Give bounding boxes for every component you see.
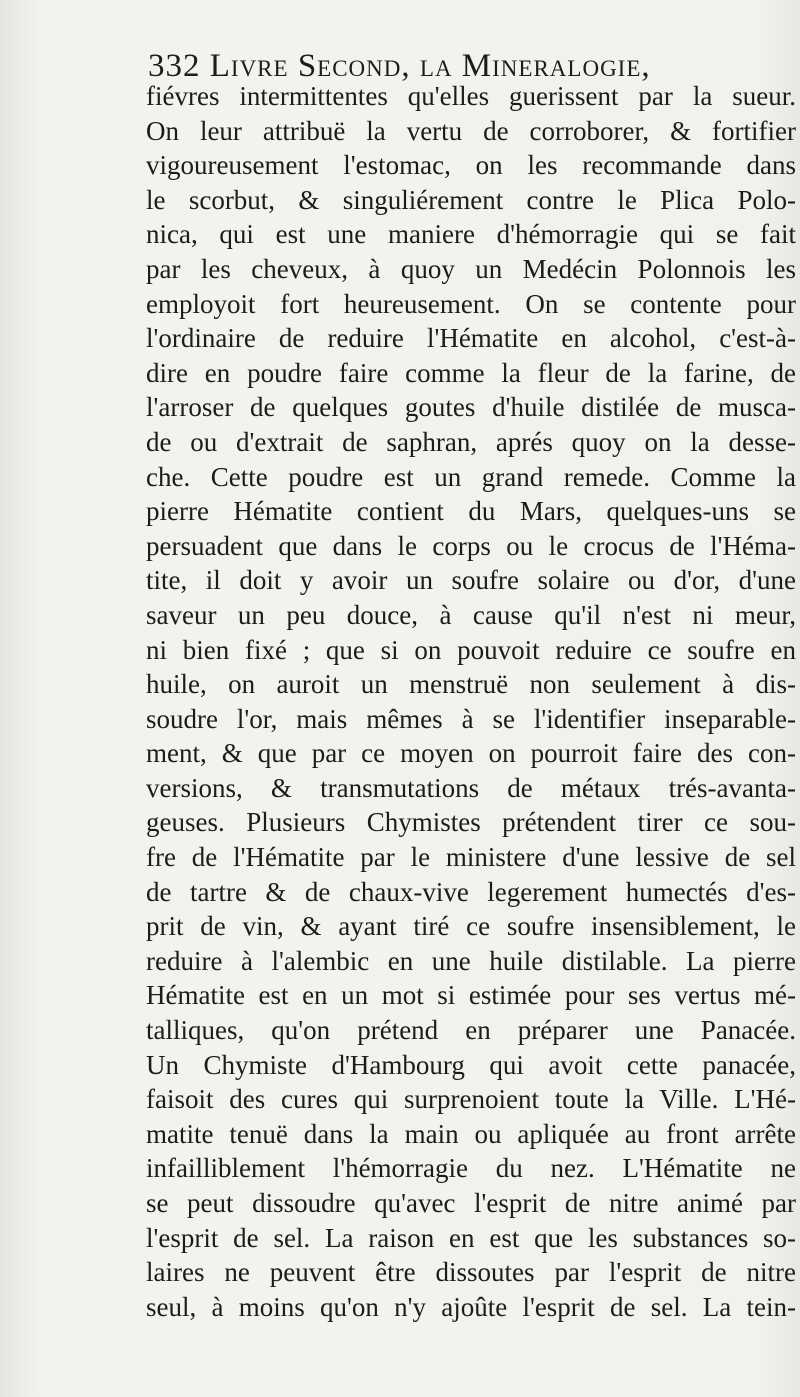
text-line: persuadent que dans le corps ou le crocus de l'Héma-: [146, 530, 796, 561]
text-line: dire en poudre faire comme la fleur de la farine, de: [146, 357, 796, 388]
text-line: l'arroser de quelques goutes d'huile distilée de musca-: [146, 392, 796, 423]
text-line: de tartre & de chaux-vive legerement humectés d'es-: [146, 876, 796, 907]
text-line: l'esprit de sel. La raison en est que les substances so-: [146, 1222, 796, 1253]
body-text: [146, 79, 796, 1324]
text-line: versions, & transmutations de métaux trés-avanta-: [146, 772, 796, 803]
text-line: l'ordinaire de reduire l'Hématite en alcohol, c'est-à-: [146, 323, 796, 354]
text-line: huile, on auroit un menstruë non seulement à dis-: [146, 669, 796, 700]
text-line: Hématite est en un mot si estimée pour ses vertus mé-: [146, 980, 796, 1011]
text-line: geuses. Plusieurs Chymistes prétendent tirer ce sou-: [146, 807, 796, 838]
text-line: soudre l'or, mais mêmes à se l'identifier inseparable-: [146, 703, 796, 734]
text-line: laires ne peuvent être dissoutes par l'esprit de nitre: [146, 1257, 796, 1288]
text-line: On leur attribuë la vertu de corroborer, & fortifier: [146, 115, 796, 146]
text-line: prit de vin, & ayant tiré ce soufre insensiblement, le: [146, 911, 796, 942]
text-line: pierre Hématite contient du Mars, quelques-uns se: [146, 496, 796, 527]
text-line: infailliblement l'hémorragie du nez. L'Hématite ne: [146, 1153, 796, 1184]
text-line: talliques, qu'on prétend en préparer une Panacée.: [146, 1015, 796, 1046]
text-line: tite, il doit y avoir un soufre solaire ou d'or, d'une: [146, 565, 796, 596]
text-line: fre de l'Hématite par le ministere d'une lessive de sel: [146, 842, 796, 873]
text-line: seul, à moins qu'on n'y ajoûte l'esprit de sel. La tein-: [146, 1291, 796, 1322]
running-head: 332 Livre Second, la Mineralogie,: [148, 48, 651, 84]
text-line: ni bien fixé ; que si on pouvoit reduire ce soufre en: [146, 634, 796, 665]
text-line: vigoureusement l'estomac, on les recommande dans: [146, 150, 796, 181]
text-line: par les cheveux, à quoy un Medécin Polonnois les: [146, 253, 796, 284]
text-line: ment, & que par ce moyen on pourroit faire des con-: [146, 738, 796, 769]
text-line: faisoit des cures qui surprenoient toute la Ville. L'Hé-: [146, 1084, 796, 1115]
text-line: matite tenuë dans la main ou apliquée au front arrête: [146, 1118, 796, 1149]
text-line: reduire à l'alembic en une huile distilable. La pierre: [146, 945, 796, 976]
text-line: Un Chymiste d'Hambourg qui avoit cette panacée,: [146, 1049, 796, 1080]
text-line: che. Cette poudre est un grand remede. Comme la: [146, 461, 796, 492]
text-line: nica, qui est une maniere d'hémorragie qui se fait: [146, 219, 796, 250]
text-line: saveur un peu douce, à cause qu'il n'est ni meur,: [146, 599, 796, 630]
text-line: employoit fort heureusement. On se contente pour: [146, 288, 796, 319]
text-line: fiévres intermittentes qu'elles guerissent par la sueur.: [146, 81, 796, 111]
text-line: se peut dissoudre qu'avec l'esprit de nitre animé par: [146, 1188, 796, 1218]
text-line: le scorbut, & singuliérement contre le Plica Polo-: [146, 184, 796, 215]
text-line: de ou d'extrait de saphran, aprés quoy on la desse-: [146, 426, 796, 457]
